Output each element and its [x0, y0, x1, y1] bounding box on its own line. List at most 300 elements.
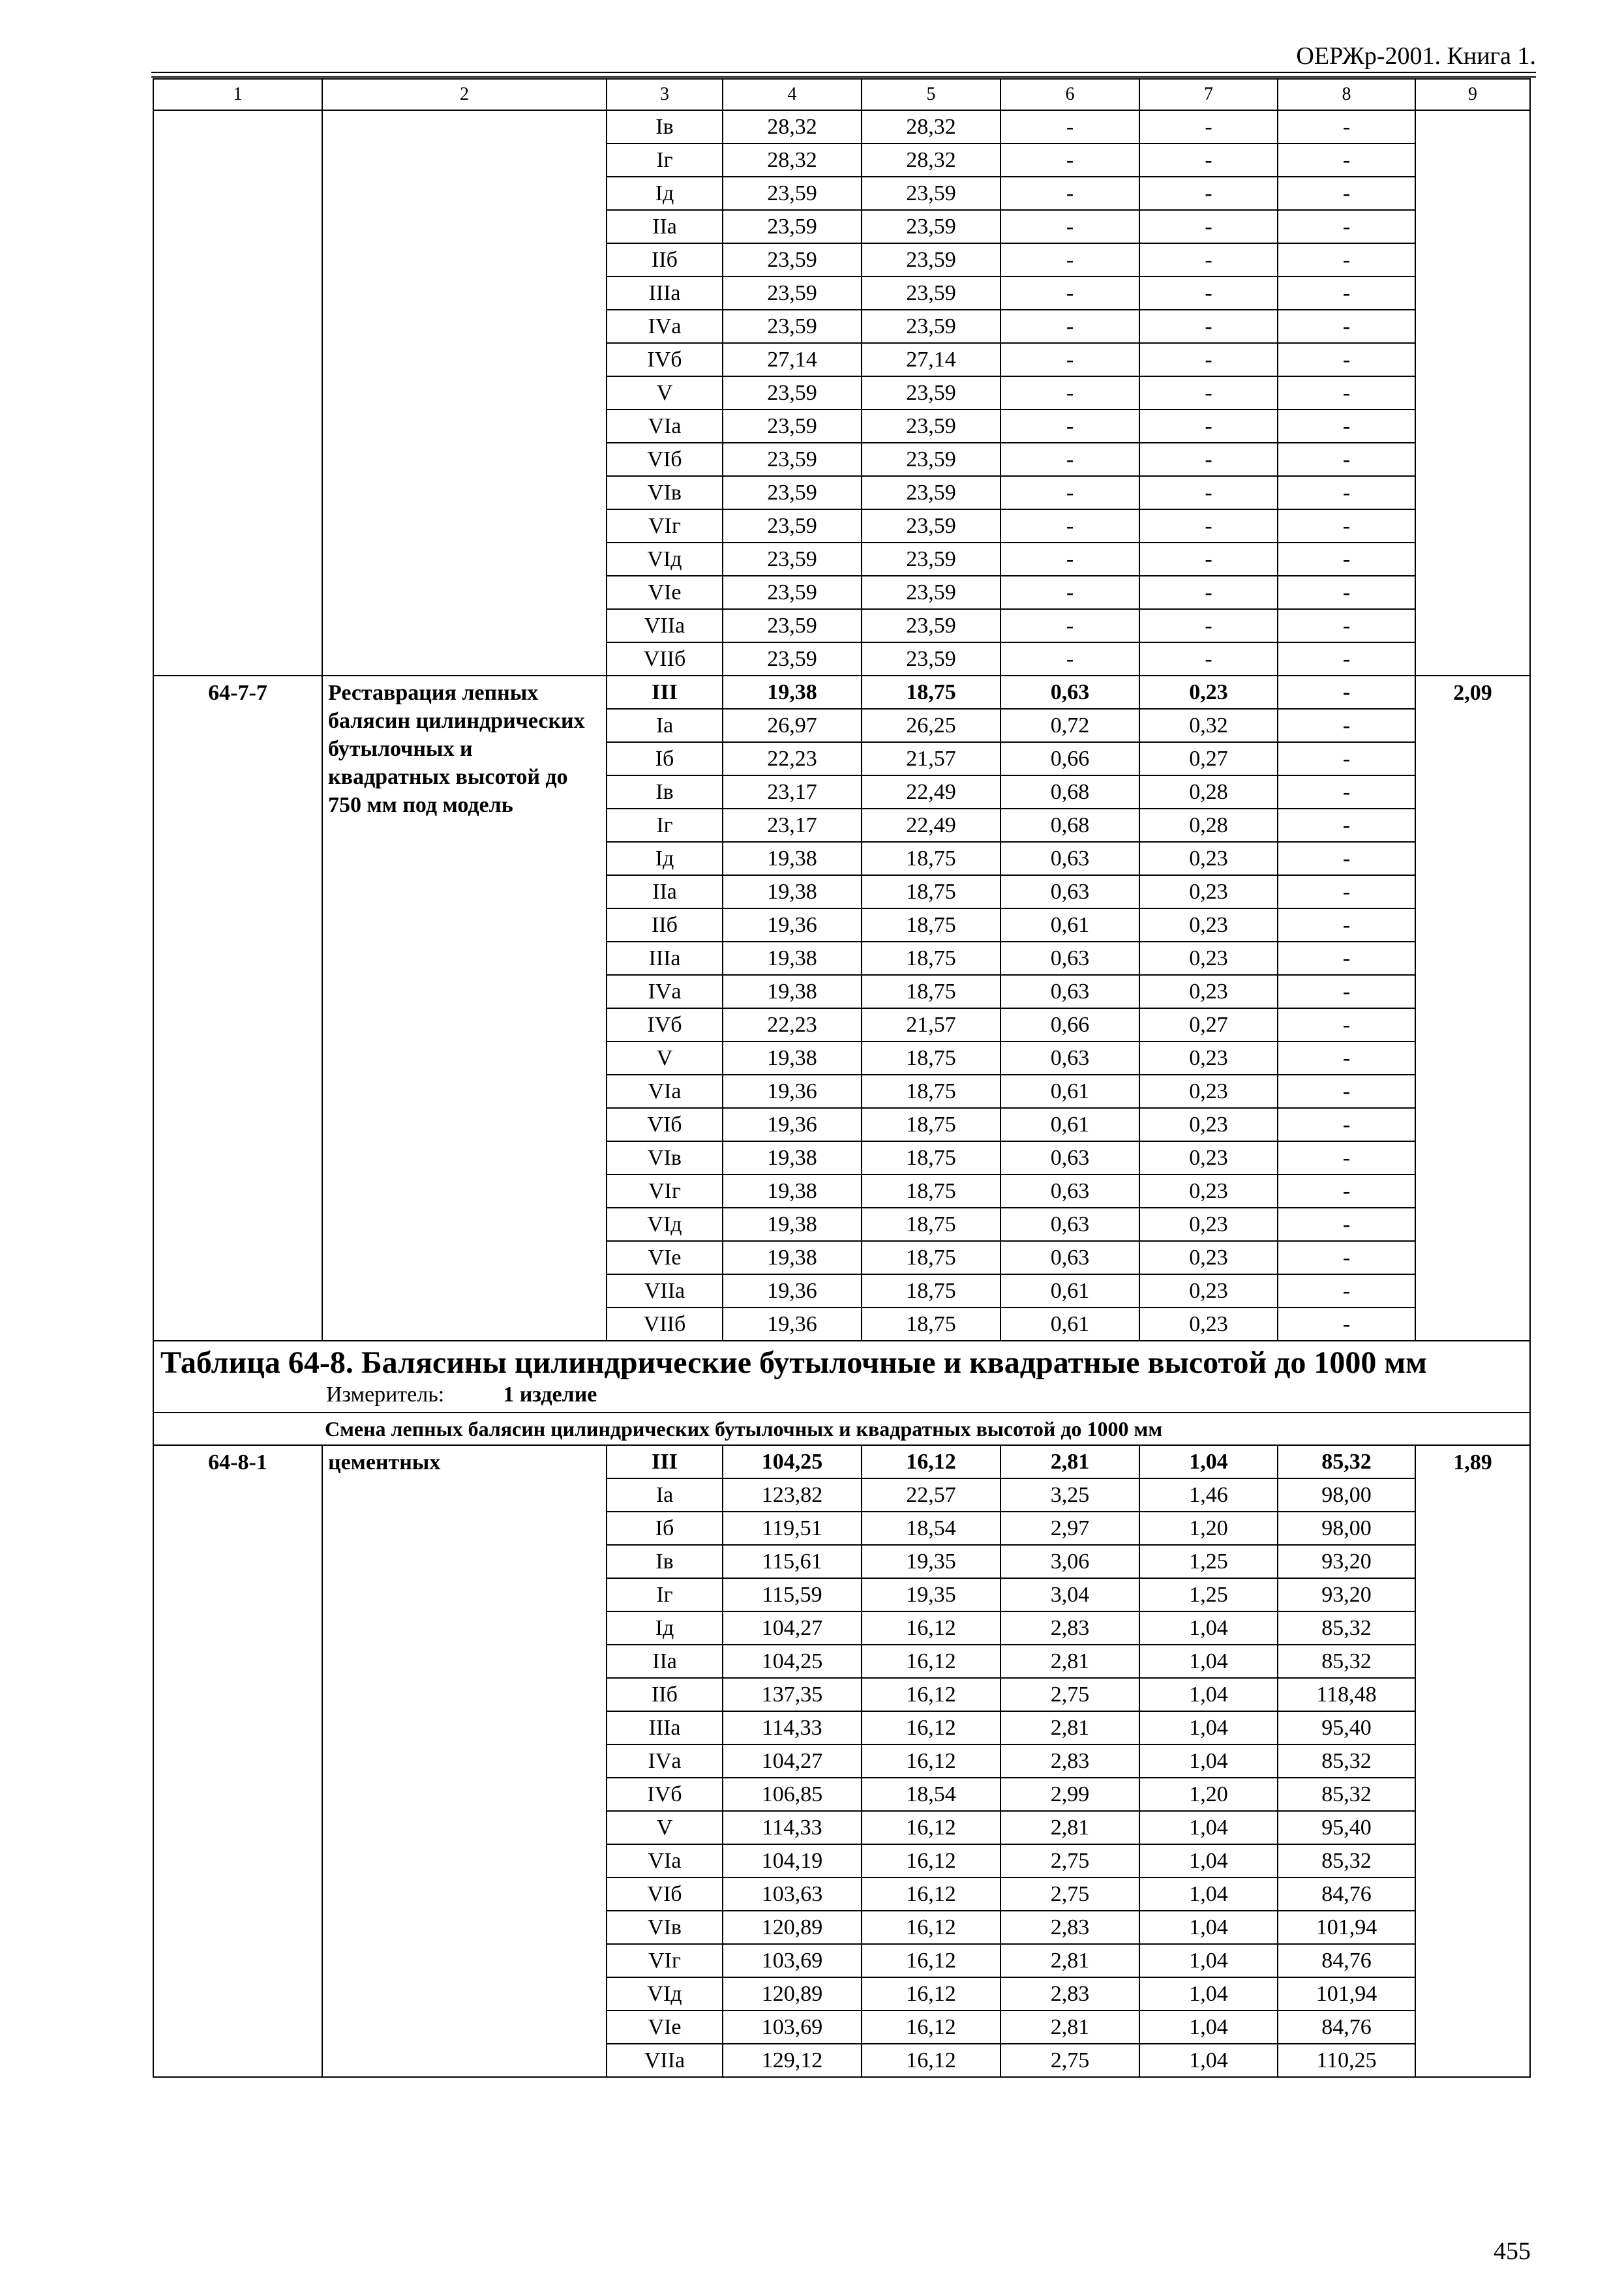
material-cost-cell: -	[1278, 410, 1415, 443]
labor-cost-cell: 22,49	[862, 775, 1000, 809]
direct-cost-cell: 120,89	[723, 1911, 862, 1944]
material-cost-cell: 84,76	[1278, 1878, 1415, 1911]
machine-cost-cell: -	[1000, 376, 1139, 410]
material-cost-cell: -	[1278, 1208, 1415, 1241]
labor-cost-cell: 16,12	[862, 2011, 1000, 2044]
labor-cost-cell: 18,75	[862, 1041, 1000, 1075]
column-number-6: 6	[1000, 79, 1139, 110]
zone-cell: III	[607, 1445, 723, 1478]
zone-cell: VIе	[607, 2011, 723, 2044]
material-cost-cell: 101,94	[1278, 1977, 1415, 2011]
material-cost-cell: 84,76	[1278, 2011, 1415, 2044]
direct-cost-cell: 19,36	[723, 1274, 862, 1308]
table-row	[153, 1445, 1530, 1478]
material-cost-cell: -	[1278, 1241, 1415, 1274]
machine-cost-cell: 0,68	[1000, 775, 1139, 809]
operator-wage-cell: 1,04	[1139, 1744, 1278, 1778]
direct-cost-cell: 23,59	[723, 410, 862, 443]
material-cost-cell: -	[1278, 842, 1415, 875]
zone-cell: VIд	[607, 1208, 723, 1241]
machine-cost-cell: -	[1000, 410, 1139, 443]
material-cost-cell: 93,20	[1278, 1578, 1415, 1611]
zone-cell: IVб	[607, 1008, 723, 1041]
zone-cell: VIа	[607, 1844, 723, 1878]
rate-code-cell: 64-8-1	[153, 1445, 322, 2077]
labor-cost-cell: 16,12	[862, 1744, 1000, 1778]
labor-cost-cell: 18,75	[862, 1075, 1000, 1108]
labor-cost-cell: 26,25	[862, 709, 1000, 742]
direct-cost-cell: 137,35	[723, 1678, 862, 1711]
zone-cell: IVа	[607, 310, 723, 343]
labor-total-cell	[1415, 110, 1530, 676]
zone-cell: Iа	[607, 1478, 723, 1512]
material-cost-cell: -	[1278, 942, 1415, 975]
material-cost-cell: 85,32	[1278, 1645, 1415, 1678]
description-line: цементных	[328, 1450, 441, 1474]
labor-cost-cell: 16,12	[862, 1811, 1000, 1844]
zone-cell: V	[607, 1041, 723, 1075]
material-cost-cell: 110,25	[1278, 2044, 1415, 2077]
labor-cost-cell: 16,12	[862, 1678, 1000, 1711]
material-cost-cell: -	[1278, 676, 1415, 709]
zone-cell: VIе	[607, 1241, 723, 1274]
labor-cost-cell: 23,59	[862, 310, 1000, 343]
direct-cost-cell: 23,59	[723, 243, 862, 277]
machine-cost-cell: 0,63	[1000, 1041, 1139, 1075]
direct-cost-cell: 104,25	[723, 1445, 862, 1478]
material-cost-cell: -	[1278, 908, 1415, 942]
zone-cell: VIIа	[607, 2044, 723, 2077]
machine-cost-cell: 2,83	[1000, 1611, 1139, 1645]
direct-cost-cell: 19,38	[723, 1141, 862, 1174]
operator-wage-cell: 0,28	[1139, 775, 1278, 809]
operator-wage-cell: -	[1139, 509, 1278, 543]
labor-cost-cell: 23,59	[862, 177, 1000, 210]
direct-cost-cell: 104,27	[723, 1744, 862, 1778]
zone-cell: Iд	[607, 177, 723, 210]
zone-cell: VIIб	[607, 642, 723, 676]
material-cost-cell: -	[1278, 143, 1415, 177]
direct-cost-cell: 104,27	[723, 1611, 862, 1645]
labor-cost-cell: 18,75	[862, 1141, 1000, 1174]
material-cost-cell: 85,32	[1278, 1778, 1415, 1811]
machine-cost-cell: -	[1000, 543, 1139, 576]
machine-cost-cell: 2,81	[1000, 2011, 1139, 2044]
labor-cost-cell: 18,75	[862, 1308, 1000, 1341]
direct-cost-cell: 23,59	[723, 310, 862, 343]
labor-total-cell: 2,09	[1415, 676, 1530, 1341]
table-row	[153, 110, 1530, 143]
zone-cell: V	[607, 376, 723, 410]
operator-wage-cell: 0,27	[1139, 742, 1278, 775]
material-cost-cell: -	[1278, 1008, 1415, 1041]
machine-cost-cell: 0,63	[1000, 842, 1139, 875]
machine-cost-cell: 0,63	[1000, 875, 1139, 908]
direct-cost-cell: 23,59	[723, 642, 862, 676]
direct-cost-cell: 26,97	[723, 709, 862, 742]
labor-cost-cell: 18,75	[862, 1108, 1000, 1141]
zone-cell: VIв	[607, 1141, 723, 1174]
direct-cost-cell: 115,61	[723, 1545, 862, 1578]
operator-wage-cell: -	[1139, 410, 1278, 443]
operator-wage-cell: 1,04	[1139, 1678, 1278, 1711]
machine-cost-cell: 2,81	[1000, 1445, 1139, 1478]
column-number-4: 4	[723, 79, 862, 110]
labor-cost-cell: 22,57	[862, 1478, 1000, 1512]
direct-cost-cell: 114,33	[723, 1711, 862, 1744]
material-cost-cell: -	[1278, 243, 1415, 277]
machine-cost-cell: -	[1000, 143, 1139, 177]
material-cost-cell: -	[1278, 1174, 1415, 1208]
machine-cost-cell: -	[1000, 110, 1139, 143]
labor-cost-cell: 21,57	[862, 1008, 1000, 1041]
direct-cost-cell: 103,69	[723, 2011, 862, 2044]
machine-cost-cell: 0,61	[1000, 1075, 1139, 1108]
direct-cost-cell: 103,69	[723, 1944, 862, 1977]
zone-cell: VIд	[607, 543, 723, 576]
direct-cost-cell: 120,89	[723, 1977, 862, 2011]
direct-cost-cell: 19,38	[723, 1174, 862, 1208]
measure-unit-line	[160, 1382, 1523, 1408]
material-cost-cell: -	[1278, 1274, 1415, 1308]
material-cost-cell: -	[1278, 1075, 1415, 1108]
direct-cost-cell: 19,38	[723, 676, 862, 709]
material-cost-cell: -	[1278, 277, 1415, 310]
zone-cell: VIб	[607, 1878, 723, 1911]
material-cost-cell: 84,76	[1278, 1944, 1415, 1977]
zone-cell: VIIа	[607, 1274, 723, 1308]
operator-wage-cell: -	[1139, 177, 1278, 210]
material-cost-cell: -	[1278, 343, 1415, 376]
measure-unit-label: Измеритель:	[326, 1383, 445, 1407]
zone-cell: Iб	[607, 1512, 723, 1545]
column-number-1: 1	[153, 79, 322, 110]
column-number-row	[153, 79, 1530, 110]
operator-wage-cell: -	[1139, 277, 1278, 310]
machine-cost-cell: -	[1000, 642, 1139, 676]
zone-cell: IIIа	[607, 942, 723, 975]
machine-cost-cell: -	[1000, 177, 1139, 210]
zone-cell: VIIб	[607, 1308, 723, 1341]
machine-cost-cell: 0,61	[1000, 1108, 1139, 1141]
machine-cost-cell: 0,63	[1000, 1141, 1139, 1174]
machine-cost-cell: -	[1000, 277, 1139, 310]
zone-cell: IIа	[607, 875, 723, 908]
material-cost-cell: 85,32	[1278, 1611, 1415, 1645]
zone-cell: Iд	[607, 842, 723, 875]
zone-cell: Iв	[607, 1545, 723, 1578]
material-cost-cell: -	[1278, 742, 1415, 775]
direct-cost-cell: 19,38	[723, 1241, 862, 1274]
material-cost-cell: 118,48	[1278, 1678, 1415, 1711]
zone-cell: VIг	[607, 1944, 723, 1977]
labor-cost-cell: 21,57	[862, 742, 1000, 775]
operator-wage-cell: 0,28	[1139, 809, 1278, 842]
machine-cost-cell: 0,63	[1000, 1208, 1139, 1241]
direct-cost-cell: 23,59	[723, 476, 862, 509]
operator-wage-cell: -	[1139, 243, 1278, 277]
labor-cost-cell: 23,59	[862, 277, 1000, 310]
column-number-7: 7	[1139, 79, 1278, 110]
material-cost-cell: -	[1278, 1108, 1415, 1141]
machine-cost-cell: -	[1000, 476, 1139, 509]
section-title: Смена лепных балясин цилиндрических бутылочных и квадратных высотой до 1000 мм	[153, 1413, 1530, 1445]
operator-wage-cell: 1,25	[1139, 1578, 1278, 1611]
operator-wage-cell: 1,04	[1139, 2044, 1278, 2077]
machine-cost-cell: 0,61	[1000, 908, 1139, 942]
direct-cost-cell: 19,38	[723, 842, 862, 875]
machine-cost-cell: 0,63	[1000, 975, 1139, 1008]
operator-wage-cell: 1,04	[1139, 2011, 1278, 2044]
machine-cost-cell: 2,75	[1000, 1878, 1139, 1911]
labor-cost-cell: 18,54	[862, 1512, 1000, 1545]
operator-wage-cell: 0,23	[1139, 676, 1278, 709]
operator-wage-cell: -	[1139, 443, 1278, 476]
zone-cell: VIа	[607, 410, 723, 443]
operator-wage-cell: 0,23	[1139, 1174, 1278, 1208]
zone-cell: IVб	[607, 343, 723, 376]
material-cost-cell: -	[1278, 975, 1415, 1008]
operator-wage-cell: 0,27	[1139, 1008, 1278, 1041]
material-cost-cell: -	[1278, 1308, 1415, 1341]
zone-cell: VIг	[607, 509, 723, 543]
machine-cost-cell: 2,83	[1000, 1744, 1139, 1778]
labor-cost-cell: 16,12	[862, 1645, 1000, 1678]
machine-cost-cell: 3,25	[1000, 1478, 1139, 1512]
zone-cell: Iг	[607, 143, 723, 177]
labor-cost-cell: 18,75	[862, 875, 1000, 908]
zone-cell: IVб	[607, 1778, 723, 1811]
material-cost-cell: 95,40	[1278, 1811, 1415, 1844]
labor-cost-cell: 23,59	[862, 476, 1000, 509]
labor-cost-cell: 23,59	[862, 609, 1000, 642]
zone-cell: IIб	[607, 1678, 723, 1711]
machine-cost-cell: 2,83	[1000, 1977, 1139, 2011]
table-title-block	[153, 1341, 1530, 1413]
machine-cost-cell: 0,61	[1000, 1274, 1139, 1308]
labor-cost-cell: 22,49	[862, 809, 1000, 842]
labor-cost-cell: 16,12	[862, 1944, 1000, 1977]
labor-cost-cell: 23,59	[862, 443, 1000, 476]
work-description-cell	[322, 110, 607, 676]
column-number-2: 2	[322, 79, 607, 110]
column-number-9: 9	[1415, 79, 1530, 110]
direct-cost-cell: 22,23	[723, 742, 862, 775]
rates-table	[153, 78, 1531, 2078]
operator-wage-cell: 0,23	[1139, 1108, 1278, 1141]
direct-cost-cell: 19,38	[723, 1208, 862, 1241]
labor-cost-cell: 23,59	[862, 410, 1000, 443]
labor-cost-cell: 16,12	[862, 1911, 1000, 1944]
material-cost-cell: -	[1278, 310, 1415, 343]
direct-cost-cell: 23,59	[723, 376, 862, 410]
machine-cost-cell: 2,99	[1000, 1778, 1139, 1811]
direct-cost-cell: 28,32	[723, 110, 862, 143]
direct-cost-cell: 23,59	[723, 509, 862, 543]
zone-cell: VIа	[607, 1075, 723, 1108]
machine-cost-cell: 2,81	[1000, 1645, 1139, 1678]
machine-cost-cell: 2,75	[1000, 2044, 1139, 2077]
machine-cost-cell: -	[1000, 576, 1139, 609]
zone-cell: IIб	[607, 243, 723, 277]
zone-cell: IIа	[607, 1645, 723, 1678]
operator-wage-cell: 0,23	[1139, 1208, 1278, 1241]
labor-cost-cell: 16,12	[862, 1844, 1000, 1878]
labor-cost-cell: 23,59	[862, 642, 1000, 676]
labor-total-cell: 1,89	[1415, 1445, 1530, 2077]
material-cost-cell: -	[1278, 210, 1415, 243]
zone-cell: VIб	[607, 443, 723, 476]
direct-cost-cell: 23,59	[723, 177, 862, 210]
material-cost-cell: 93,20	[1278, 1545, 1415, 1578]
material-cost-cell: 85,32	[1278, 1844, 1415, 1878]
machine-cost-cell: 3,04	[1000, 1578, 1139, 1611]
operator-wage-cell: 1,20	[1139, 1512, 1278, 1545]
machine-cost-cell: -	[1000, 443, 1139, 476]
description-line: Реставрация лепных	[328, 681, 539, 705]
description-line: бутылочных и	[328, 737, 473, 761]
column-number-5: 5	[862, 79, 1000, 110]
direct-cost-cell: 23,59	[723, 210, 862, 243]
material-cost-cell: -	[1278, 709, 1415, 742]
direct-cost-cell: 119,51	[723, 1512, 862, 1545]
operator-wage-cell: 1,25	[1139, 1545, 1278, 1578]
direct-cost-cell: 19,36	[723, 1308, 862, 1341]
direct-cost-cell: 19,36	[723, 908, 862, 942]
operator-wage-cell: 0,23	[1139, 1308, 1278, 1341]
operator-wage-cell: -	[1139, 476, 1278, 509]
operator-wage-cell: -	[1139, 110, 1278, 143]
material-cost-cell: -	[1278, 443, 1415, 476]
operator-wage-cell: 1,04	[1139, 1445, 1278, 1478]
measure-unit-value: 1 изделие	[503, 1383, 597, 1407]
direct-cost-cell: 28,32	[723, 143, 862, 177]
material-cost-cell: -	[1278, 1141, 1415, 1174]
machine-cost-cell: -	[1000, 243, 1139, 277]
rate-code-cell: 64-7-7	[153, 676, 322, 1341]
machine-cost-cell: -	[1000, 343, 1139, 376]
header-rule-bottom	[151, 76, 1536, 78]
labor-cost-cell: 23,59	[862, 243, 1000, 277]
machine-cost-cell: 2,81	[1000, 1944, 1139, 1977]
material-cost-cell: -	[1278, 376, 1415, 410]
machine-cost-cell: -	[1000, 609, 1139, 642]
material-cost-cell: -	[1278, 809, 1415, 842]
zone-cell: VIб	[607, 1108, 723, 1141]
description-line: 750 мм под модель	[328, 793, 513, 817]
machine-cost-cell: 0,63	[1000, 1174, 1139, 1208]
material-cost-cell: -	[1278, 642, 1415, 676]
direct-cost-cell: 19,36	[723, 1075, 862, 1108]
zone-cell: Iд	[607, 1611, 723, 1645]
direct-cost-cell: 23,59	[723, 576, 862, 609]
direct-cost-cell: 104,25	[723, 1645, 862, 1678]
direct-cost-cell: 27,14	[723, 343, 862, 376]
material-cost-cell: -	[1278, 543, 1415, 576]
operator-wage-cell: -	[1139, 376, 1278, 410]
labor-cost-cell: 23,59	[862, 210, 1000, 243]
machine-cost-cell: 0,63	[1000, 676, 1139, 709]
labor-cost-cell: 18,75	[862, 1208, 1000, 1241]
operator-wage-cell: 1,20	[1139, 1778, 1278, 1811]
zone-cell: VIе	[607, 576, 723, 609]
labor-cost-cell: 28,32	[862, 110, 1000, 143]
labor-cost-cell: 18,54	[862, 1778, 1000, 1811]
operator-wage-cell: 0,23	[1139, 908, 1278, 942]
operator-wage-cell: -	[1139, 642, 1278, 676]
operator-wage-cell: 0,23	[1139, 1241, 1278, 1274]
material-cost-cell: -	[1278, 177, 1415, 210]
labor-cost-cell: 23,59	[862, 576, 1000, 609]
labor-cost-cell: 18,75	[862, 676, 1000, 709]
operator-wage-cell: 1,04	[1139, 1944, 1278, 1977]
machine-cost-cell: 0,63	[1000, 942, 1139, 975]
material-cost-cell: 98,00	[1278, 1478, 1415, 1512]
machine-cost-cell: 0,66	[1000, 742, 1139, 775]
operator-wage-cell: -	[1139, 343, 1278, 376]
operator-wage-cell: 1,04	[1139, 1611, 1278, 1645]
zone-cell: IIб	[607, 908, 723, 942]
page-number: 455	[1494, 2237, 1531, 2265]
labor-cost-cell: 16,12	[862, 1711, 1000, 1744]
operator-wage-cell: -	[1139, 310, 1278, 343]
operator-wage-cell: 0,23	[1139, 1141, 1278, 1174]
material-cost-cell: 98,00	[1278, 1512, 1415, 1545]
rate-code-cell	[153, 110, 322, 676]
labor-cost-cell: 16,12	[862, 1878, 1000, 1911]
labor-cost-cell: 18,75	[862, 908, 1000, 942]
direct-cost-cell: 23,17	[723, 775, 862, 809]
labor-cost-cell: 28,32	[862, 143, 1000, 177]
material-cost-cell: -	[1278, 875, 1415, 908]
machine-cost-cell: 2,81	[1000, 1711, 1139, 1744]
column-number-8: 8	[1278, 79, 1415, 110]
zone-cell: Iб	[607, 742, 723, 775]
material-cost-cell: -	[1278, 775, 1415, 809]
labor-cost-cell: 27,14	[862, 343, 1000, 376]
direct-cost-cell: 23,59	[723, 277, 862, 310]
material-cost-cell: -	[1278, 1041, 1415, 1075]
labor-cost-cell: 18,75	[862, 842, 1000, 875]
zone-cell: VIг	[607, 1174, 723, 1208]
material-cost-cell: -	[1278, 476, 1415, 509]
labor-cost-cell: 23,59	[862, 376, 1000, 410]
zone-cell: Iа	[607, 709, 723, 742]
labor-cost-cell: 18,75	[862, 975, 1000, 1008]
direct-cost-cell: 103,63	[723, 1878, 862, 1911]
machine-cost-cell: 0,68	[1000, 809, 1139, 842]
table-row	[153, 676, 1530, 709]
operator-wage-cell: 0,23	[1139, 875, 1278, 908]
machine-cost-cell: 2,75	[1000, 1678, 1139, 1711]
zone-cell: V	[607, 1811, 723, 1844]
operator-wage-cell: 1,46	[1139, 1478, 1278, 1512]
material-cost-cell: -	[1278, 509, 1415, 543]
operator-wage-cell: 0,23	[1139, 942, 1278, 975]
labor-cost-cell: 16,12	[862, 1445, 1000, 1478]
zone-cell: Iг	[607, 809, 723, 842]
direct-cost-cell: 23,59	[723, 443, 862, 476]
direct-cost-cell: 129,12	[723, 2044, 862, 2077]
direct-cost-cell: 19,38	[723, 875, 862, 908]
zone-cell: IVа	[607, 1744, 723, 1778]
operator-wage-cell: -	[1139, 576, 1278, 609]
zone-cell: IIIа	[607, 1711, 723, 1744]
operator-wage-cell: 1,04	[1139, 1711, 1278, 1744]
operator-wage-cell: 0,23	[1139, 1075, 1278, 1108]
machine-cost-cell: 0,66	[1000, 1008, 1139, 1041]
labor-cost-cell: 16,12	[862, 1611, 1000, 1645]
